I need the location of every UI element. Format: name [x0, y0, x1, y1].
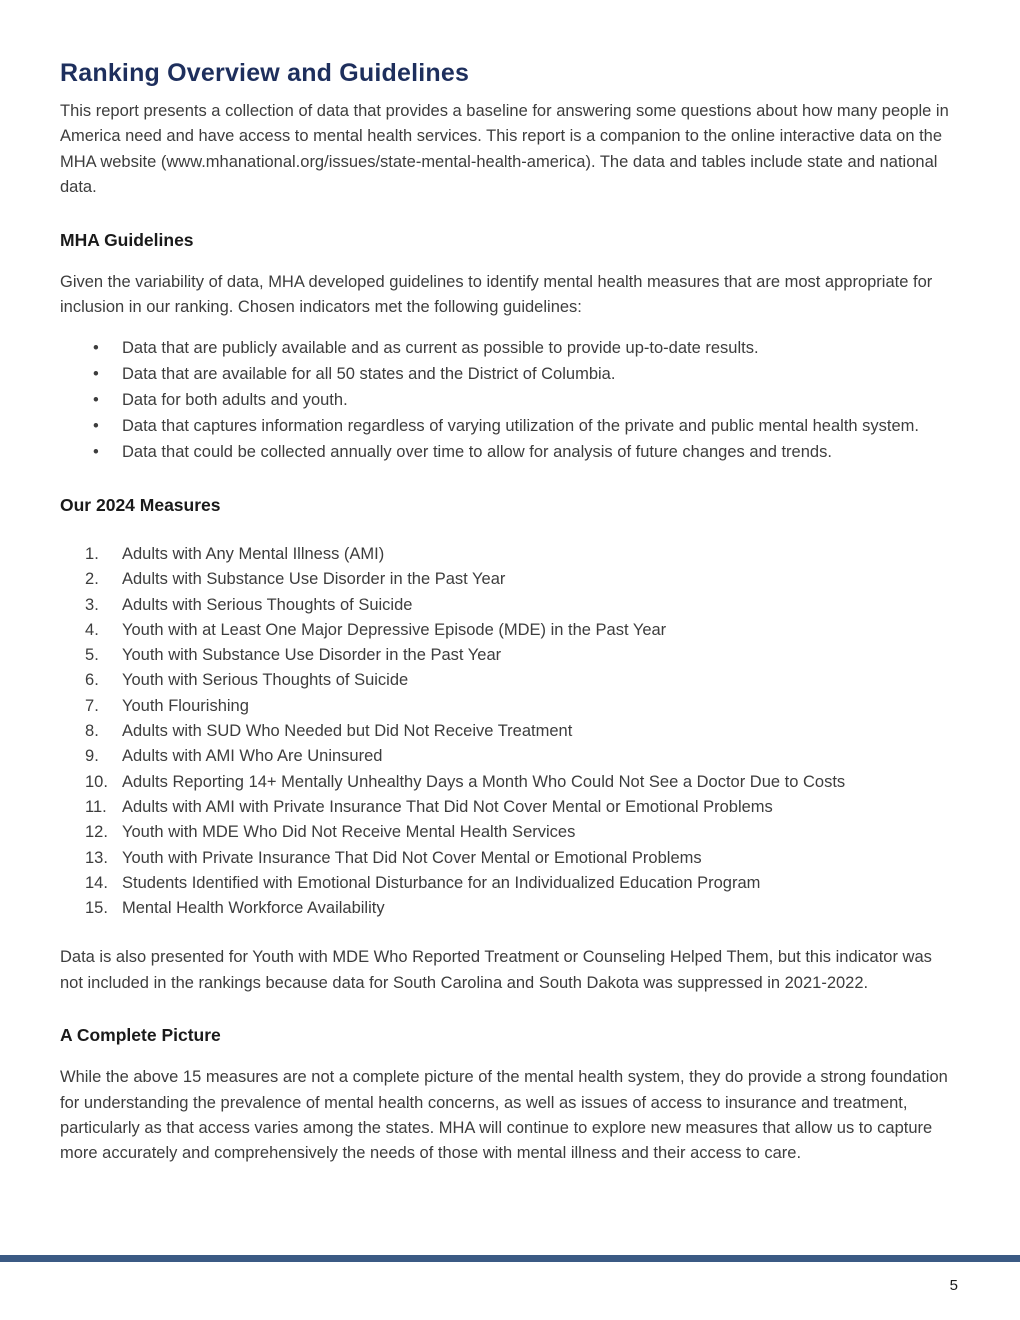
measure-item: Students Identified with Emotional Disturbance for an Individualized Education Program — [122, 873, 761, 892]
measure-item: Adults with Substance Use Disorder in the Past Year — [122, 570, 506, 589]
section-heading-a-complete-picture: A Complete Picture — [60, 1025, 221, 1046]
section-heading-mha-guidelines: MHA Guidelines — [60, 229, 194, 250]
measures-list — [60, 542, 958, 921]
intro-paragraph: This report presents a collection of data that provides a baseline for answering some questions about how many people in America need and have access to mental health services. This report is a companion to the online interactive data on the MHA website (www.mhanational.org/issues/state-mental-health-america). The data and tables include state and national data. — [60, 102, 949, 197]
complete-picture-paragraph: While the above 15 measures are not a complete picture of the mental health system, they do provide a strong foundation for understanding the prevalence of mental health concerns, as well as issues of access to insurance and treatment, particularly as that access varies among the states. MHA will continue to explore new measures that allow us to capture more accurately and comprehensively the needs of those with mental illness and their access to care. — [60, 1068, 948, 1163]
measure-item: Youth with Substance Use Disorder in the Past Year — [122, 646, 502, 665]
bullet-item: • Data for both adults and youth. — [93, 388, 958, 414]
guidelines-intro-paragraph: Given the variability of data, MHA developed guidelines to identify mental health measures that are most appropriate for inclusion in our ranking. Chosen indicators met the following guidelines: — [60, 272, 933, 317]
page-number: 5 — [949, 1277, 958, 1294]
bullet-item: • Data that are available for all 50 states and the District of Columbia. — [93, 362, 958, 388]
measure-item: Adults with AMI Who Are Uninsured — [122, 747, 383, 766]
measure-item: Youth with Serious Thoughts of Suicide — [122, 671, 409, 690]
bullet-item: • Data that are publicly available and as current as possible to provide up-to-date results. — [93, 336, 958, 362]
measure-item: Adults with SUD Who Needed but Did Not Receive Treatment — [122, 722, 573, 741]
measure-item: Adults with AMI with Private Insurance That Did Not Cover Mental or Emotional Problems — [122, 797, 773, 816]
section-heading-our-2024-measures: Our 2024 Measures — [60, 494, 221, 515]
footer-divider-bar — [0, 1255, 1020, 1262]
measure-item: Youth with at Least One Major Depressive Episode (MDE) in the Past Year — [122, 620, 667, 639]
measure-item: Youth Flourishing — [122, 696, 249, 715]
measure-item: Adults with Any Mental Illness (AMI) — [122, 544, 385, 563]
guidelines-bullet-list — [60, 336, 958, 466]
measure-item: Adults Reporting 14+ Mentally Unhealthy Days a Month Who Could Not See a Doctor Due to Costs — [122, 772, 846, 791]
suppressed-data-note-paragraph: Data is also presented for Youth with MDE Who Reported Treatment or Counseling Helped Them, but this indicator was not included in the rankings because data for South Carolina and South Dakota was suppressed in 2021-2022. — [60, 948, 932, 992]
bullet-item: • Data that captures information regardless of varying utilization of the private and public mental health system. — [93, 414, 958, 440]
measure-item: Youth with MDE Who Did Not Receive Mental Health Services — [122, 823, 576, 842]
measure-item: Youth with Private Insurance That Did Not Cover Mental or Emotional Problems — [122, 848, 702, 867]
measure-item: Mental Health Workforce Availability — [122, 899, 385, 918]
measure-item: Adults with Serious Thoughts of Suicide — [122, 595, 413, 614]
bullet-item: • Data that could be collected annually over time to allow for analysis of future changes and trends. — [93, 440, 958, 466]
page-title: Ranking Overview and Guidelines — [60, 59, 470, 87]
